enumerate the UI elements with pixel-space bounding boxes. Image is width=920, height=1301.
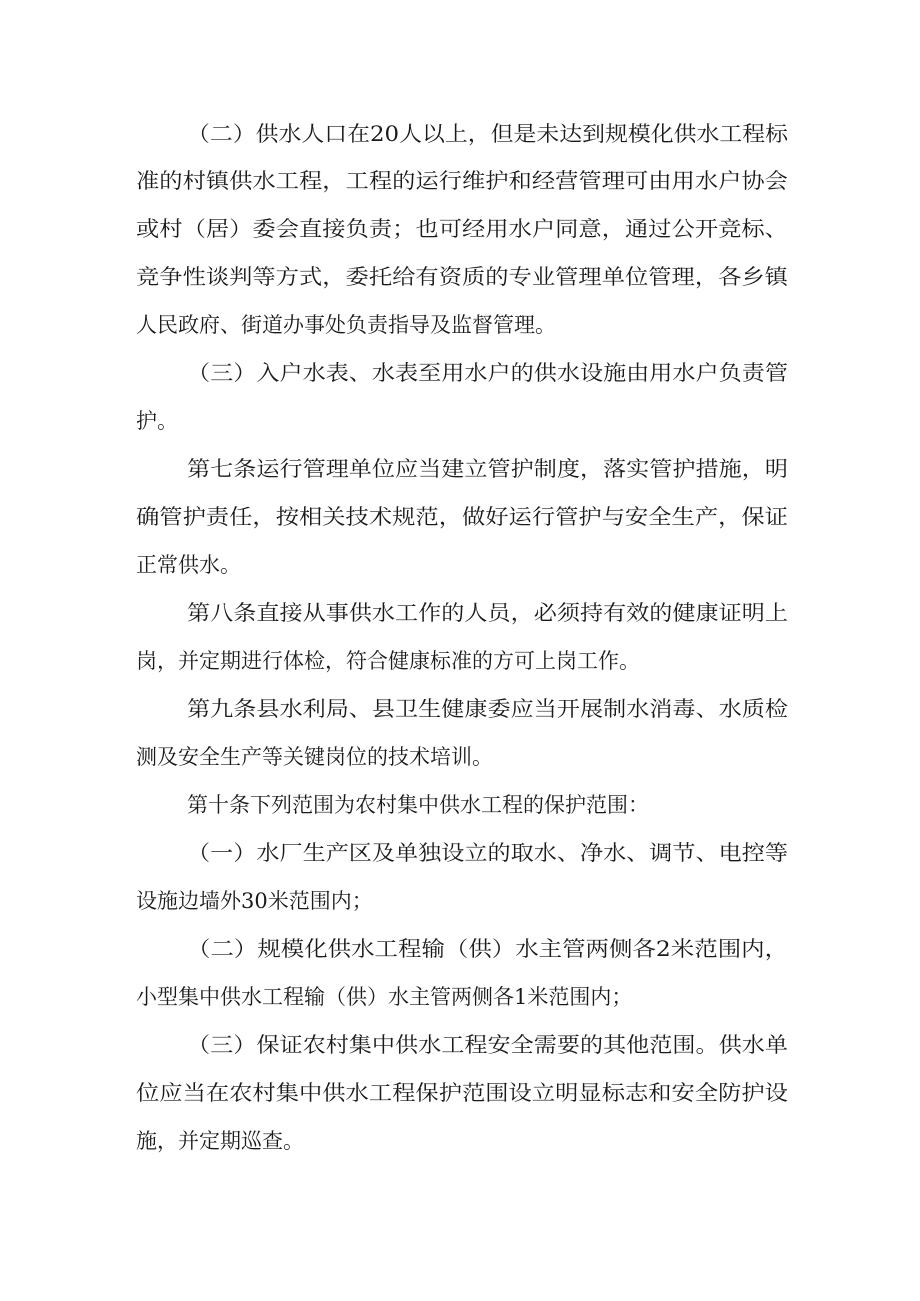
text-line-content: 施，并定期巡查。 [136,1129,304,1153]
text-line [0,1117,920,1165]
text-line-content: 准的村镇供水工程，工程的运行维护和经营管理可由用水户协会 [136,169,788,193]
text-line-content: 第八条直接从事供水工作的人员，必须持有效的健康证明上 [187,601,788,625]
text-line-content: 小型集中供水工程输（供）水主管两侧各1米范围内； [136,985,633,1009]
text-line-content: 位应当在农村集中供水工程保护范围设立明显标志和安全防护设 [136,1081,788,1105]
text-line-content: （一）水厂生产区及单独设立的取水、净水、调节、电控等 [187,841,788,865]
text-line [0,733,920,781]
text-line [0,301,920,349]
text-line-content: 正常供水。 [136,553,241,577]
text-line [0,493,920,541]
text-line-content: （二）规模化供水工程输（供）水主管两侧各2米范围内， [187,937,789,961]
text-line [0,397,920,445]
text-line [0,445,920,493]
text-line [0,253,920,301]
text-line-content: 或村（居）委会直接负责；也可经用水户同意，通过公开竞标、 [136,217,788,241]
text-line-content: 测及安全生产等关键岗位的技术培训。 [136,745,493,769]
text-line-content: （三）保证农村集中供水工程安全需要的其他范围。供水单 [187,1033,788,1057]
text-line [0,781,920,829]
text-line-content: 竞争性谈判等方式，委托给有资质的专业管理单位管理，各乡镇 [136,265,788,289]
text-line [0,685,920,733]
text-line [0,541,920,589]
text-line [0,973,920,1021]
text-line-content: （三）入户水表、水表至用水户的供水设施由用水户负责管 [187,361,788,385]
text-line-content: 岗，并定期进行体检，符合健康标准的方可上岗工作。 [136,649,640,673]
text-line [0,110,920,158]
text-line [0,925,920,973]
text-line-content: （二）供水人口在20人以上，但是未达到规模化供水工程标 [187,122,789,146]
text-line-content: 第七条运行管理单位应当建立管护制度，落实管护措施，明 [187,457,788,481]
text-line [0,637,920,685]
text-line [0,1069,920,1117]
text-line-content: 第九条县水利局、县卫生健康委应当开展制水消毒、水质检 [187,697,788,721]
text-line [0,1021,920,1069]
text-line-content: 确管护责任，按相关技术规范，做好运行管护与安全生产，保证 [136,505,788,529]
text-line [0,349,920,397]
text-line-content: 第十条下列范围为农村集中供水工程的保护范围： [187,793,649,817]
text-line [0,877,920,925]
text-line [0,829,920,877]
text-line [0,157,920,205]
text-line-content: 人民政府、街道办事处负责指导及监督管理。 [136,313,556,337]
text-line [0,205,920,253]
text-line [0,589,920,637]
text-line-content: 设施边墙外30米范围内； [136,889,373,913]
text-line-content: 护。 [136,409,178,433]
